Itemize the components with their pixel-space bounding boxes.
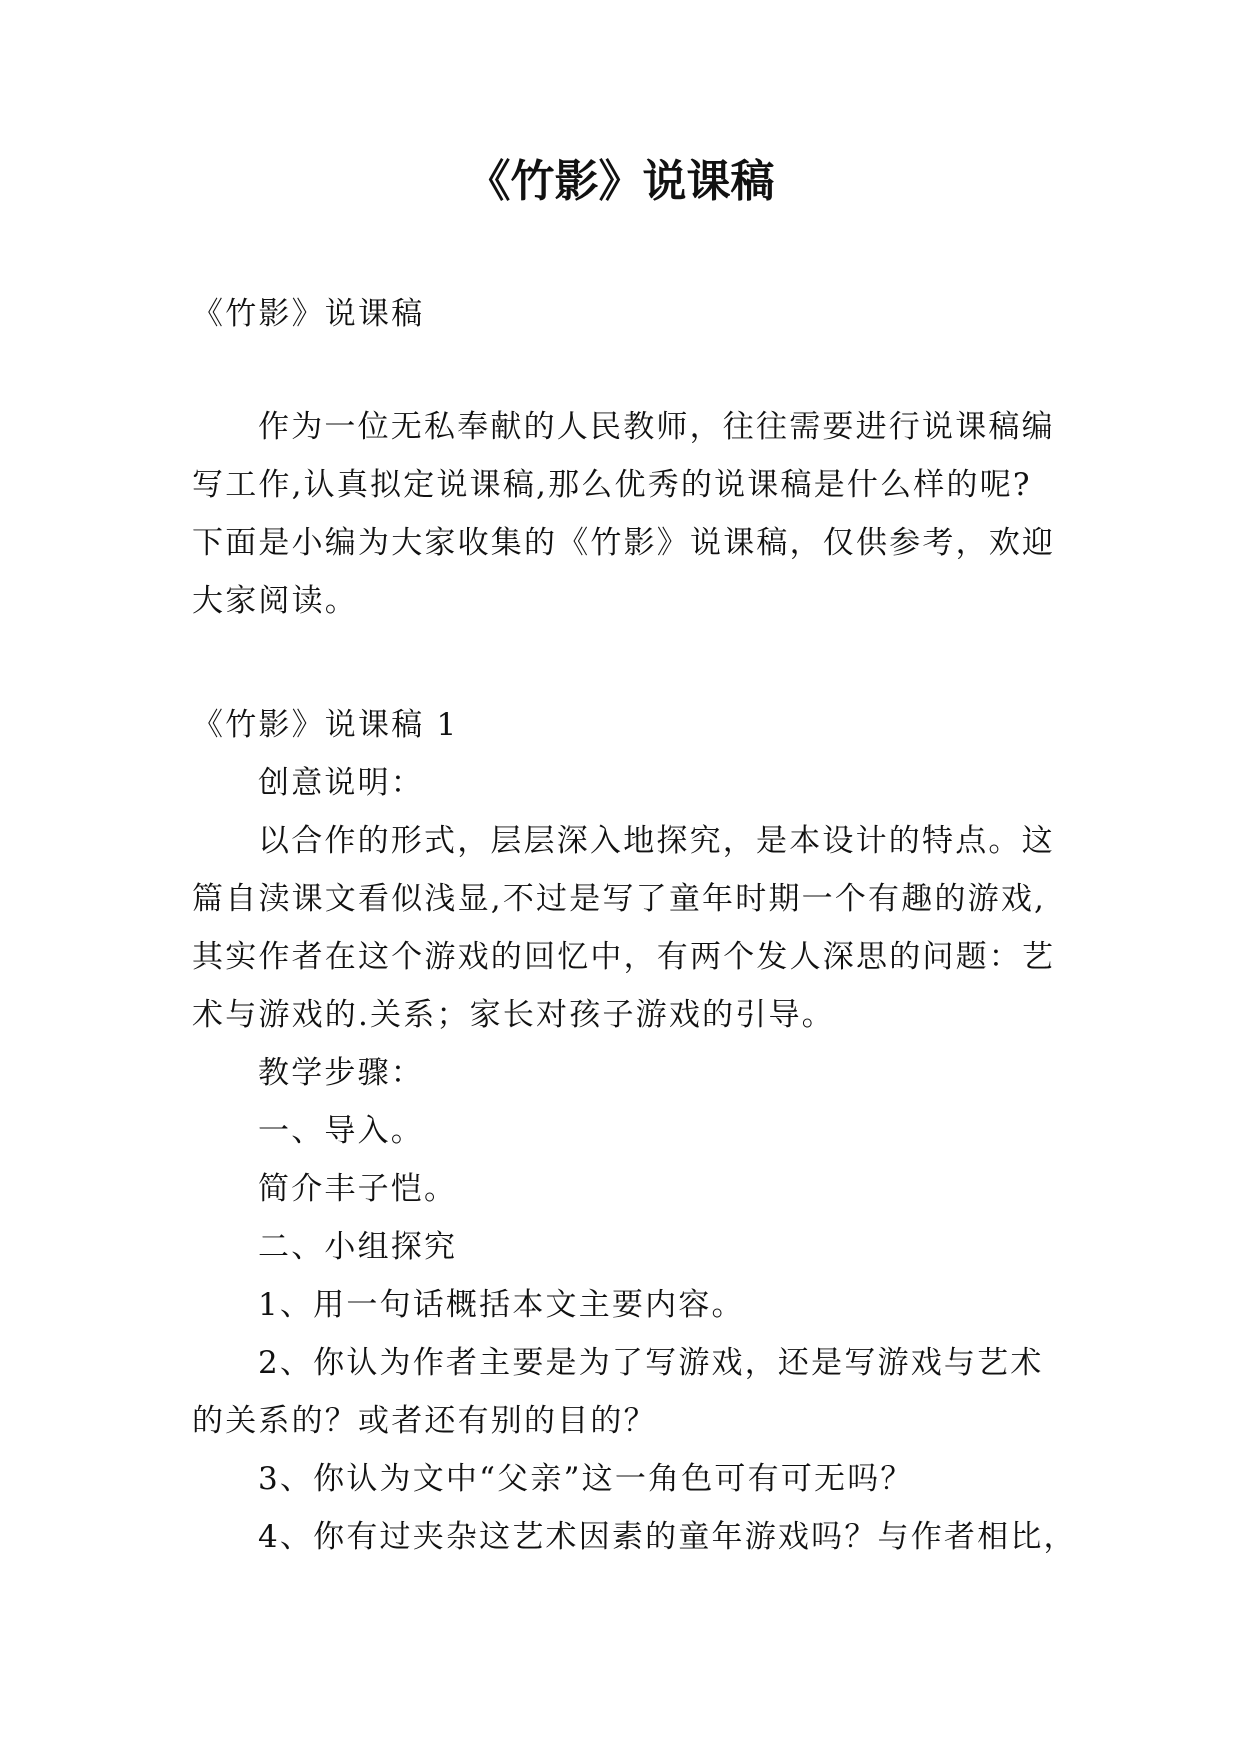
step-2-heading: 二、小组探究	[258, 1229, 458, 1265]
creative-line-1: 以合作的形式，层层深入地探究，是本设计的特点。这	[258, 823, 1055, 859]
intro-line-2: 写工作,认真拟定说课稿,那么优秀的说课稿是什么样的呢?	[192, 467, 1032, 503]
document-title: 《竹影》说课稿	[466, 156, 775, 207]
question-2-line-1: 2、你认为作者主要是为了写游戏，还是写游戏与艺术	[258, 1345, 1044, 1381]
step-1-heading: 一、导入。	[258, 1113, 424, 1149]
intro-line-3: 下面是小编为大家收集的《竹影》说课稿，仅供参考，欢迎	[192, 525, 1056, 561]
creative-label: 创意说明：	[258, 765, 424, 801]
intro-line-1: 作为一位无私奉献的人民教师，往往需要进行说课稿编	[258, 409, 1055, 445]
creative-line-2: 篇自渎课文看似浅显,不过是写了童年时期一个有趣的游戏,	[192, 881, 1047, 917]
question-3: 3、你认为文中“父亲”这一角色可有可无吗？	[258, 1461, 914, 1497]
creative-line-4: 术与游戏的.关系；家长对孩子游戏的引导。	[192, 997, 835, 1033]
question-2-line-2: 的关系的？或者还有别的目的？	[192, 1403, 657, 1439]
question-1: 1、用一句话概括本文主要内容。	[258, 1287, 745, 1323]
steps-label: 教学步骤：	[258, 1055, 424, 1091]
intro-line-4: 大家阅读。	[192, 583, 358, 619]
section-heading: 《竹影》说课稿 1	[192, 707, 459, 743]
document-subtitle: 《竹影》说课稿	[192, 296, 425, 332]
creative-line-3: 其实作者在这个游戏的回忆中，有两个发人深思的问题：艺	[192, 939, 1056, 975]
step-1-text: 简介丰子恺。	[258, 1171, 458, 1207]
question-4: 4、你有过夹杂这艺术因素的童年游戏吗？与作者相比，	[258, 1519, 1077, 1555]
